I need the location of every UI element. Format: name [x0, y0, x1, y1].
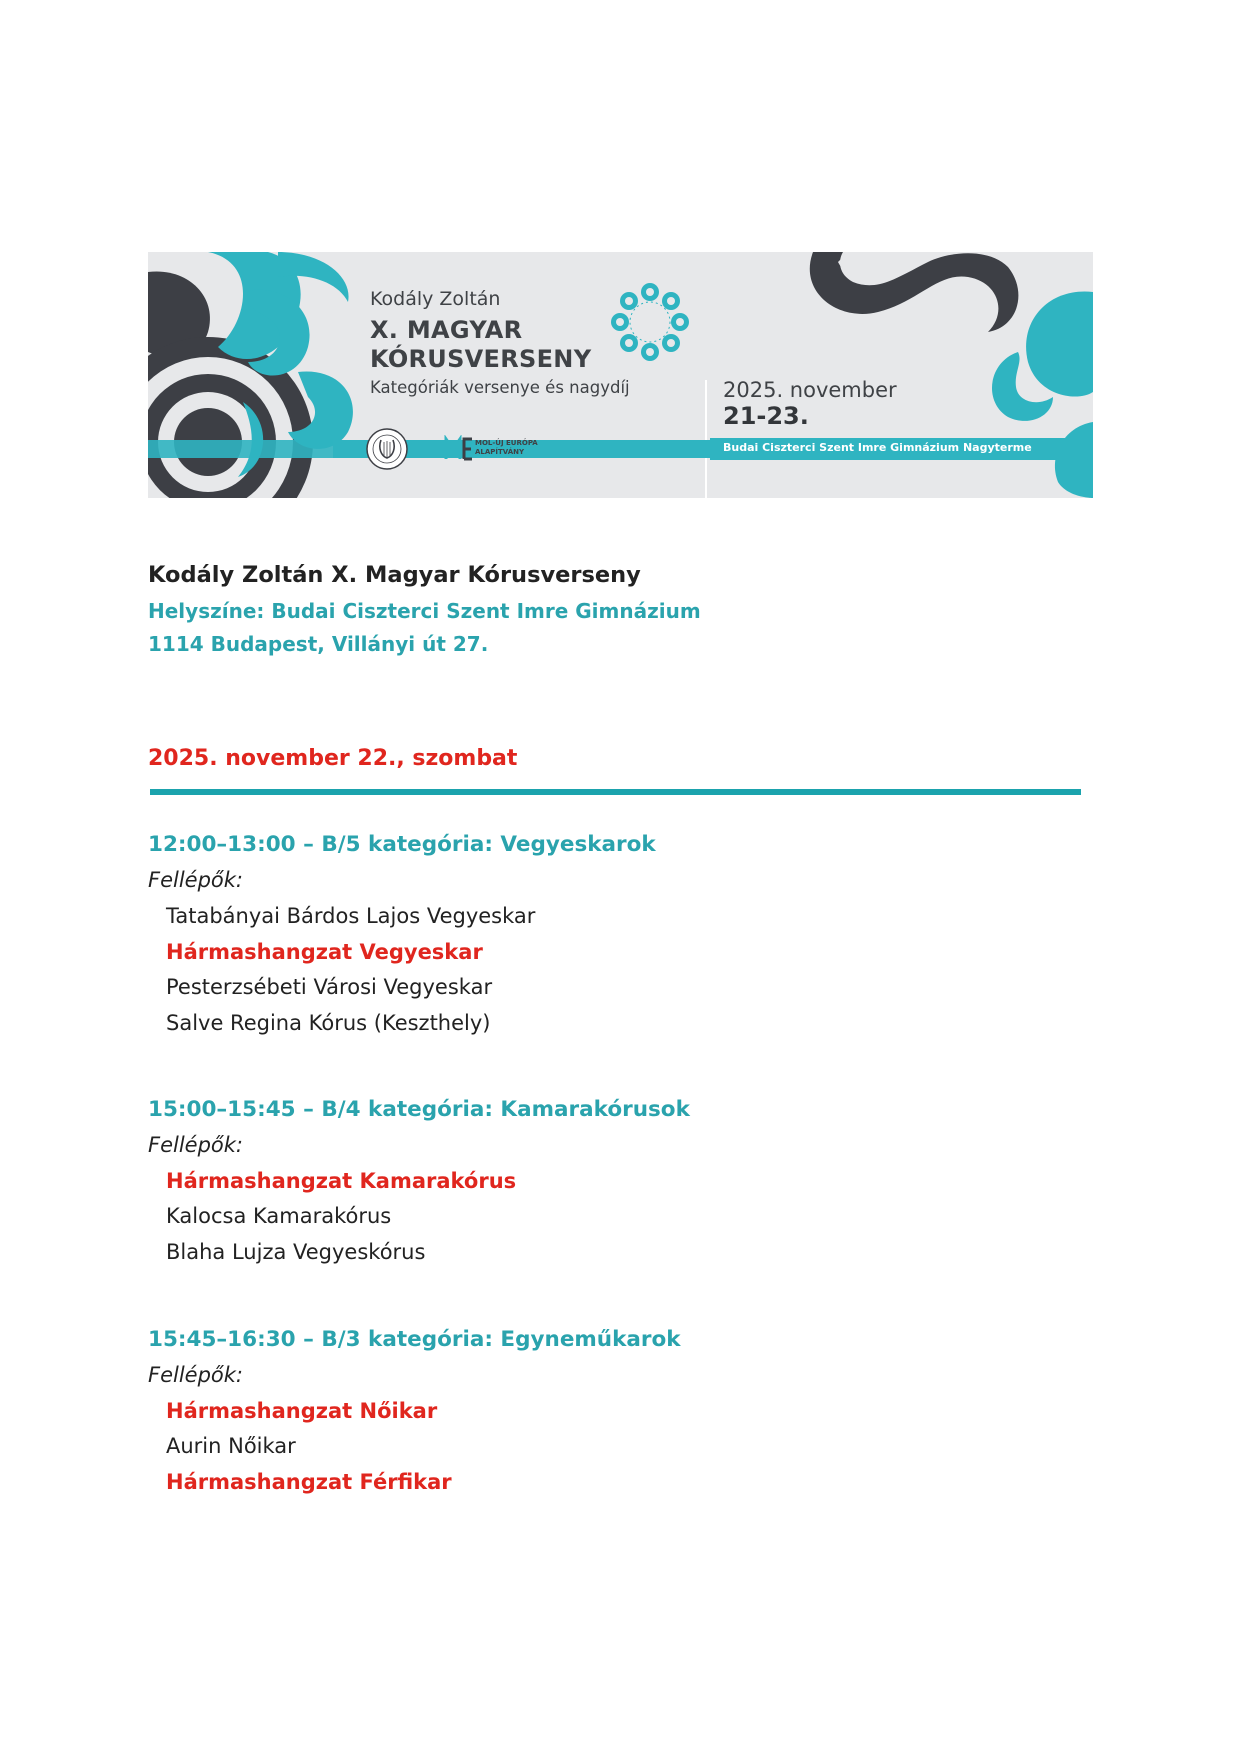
slot-heading: 15:45–16:30 – B/3 kategória: Egyneműkarok — [148, 1327, 681, 1352]
sponsor-line2: ALAPÍTVÁNY — [475, 448, 525, 456]
venue-line: Helyszíne: Budai Ciszterci Szent Imre Gimnázium — [148, 599, 701, 623]
performer-item-highlighted: Hármashangzat Nőikar — [166, 1399, 438, 1423]
performers-label: Fellépők: — [148, 868, 244, 892]
performer-item: Blaha Lujza Vegyeskórus — [166, 1240, 426, 1264]
banner-title-line2: KÓRUSVERSENY — [370, 345, 592, 373]
banner-title — [370, 316, 591, 374]
sponsor-line1: MOL-ÚJ EURÓPA — [475, 439, 538, 447]
performers-label: Fellépők: — [148, 1363, 244, 1387]
address-line: 1114 Budapest, Villányi út 27. — [148, 632, 489, 656]
banner-divider — [705, 380, 707, 498]
performers-label: Fellépők: — [148, 1133, 244, 1157]
mol-foundation-logo-icon — [444, 435, 474, 465]
performer-item: Pesterzsébeti Városi Vegyeskar — [166, 975, 493, 999]
banner-date-days: 21-23. — [723, 402, 809, 430]
performer-item-highlighted: Hármashangzat Férfikar — [166, 1470, 452, 1494]
event-banner — [148, 252, 1093, 498]
performer-item: Salve Regina Kórus (Keszthely) — [166, 1011, 491, 1035]
slot-heading: 12:00–13:00 – B/5 kategória: Vegyeskarok — [148, 832, 656, 857]
performer-item-highlighted: Hármashangzat Kamarakórus — [166, 1169, 517, 1193]
banner-category-line: Kategóriák versenye és nagydíj — [370, 378, 630, 397]
performer-item: Aurin Nőikar — [166, 1434, 296, 1458]
performer-item: Kalocsa Kamarakórus — [166, 1204, 392, 1228]
date-heading: 2025. november 22., szombat — [148, 746, 518, 771]
banner-subtitle: Kodály Zoltán — [370, 288, 501, 310]
festival-emblem-icon — [610, 282, 690, 366]
banner-venue-strip: Budai Ciszterci Szent Imre Gimnázium Nagyterme — [723, 441, 1032, 454]
sponsor-name — [475, 439, 538, 457]
banner-date-month: 2025. november — [723, 378, 897, 402]
document-title: Kodály Zoltán X. Magyar Kórusverseny — [148, 562, 641, 588]
section-divider — [150, 789, 1081, 795]
slot-heading: 15:00–15:45 – B/4 kategória: Kamarakórusok — [148, 1097, 690, 1122]
performer-item: Tatabányai Bárdos Lajos Vegyeskar — [166, 904, 536, 928]
performer-item-highlighted: Hármashangzat Vegyeskar — [166, 940, 483, 964]
choir-association-logo-icon — [366, 428, 408, 474]
banner-title-line1: X. MAGYAR — [370, 316, 523, 344]
